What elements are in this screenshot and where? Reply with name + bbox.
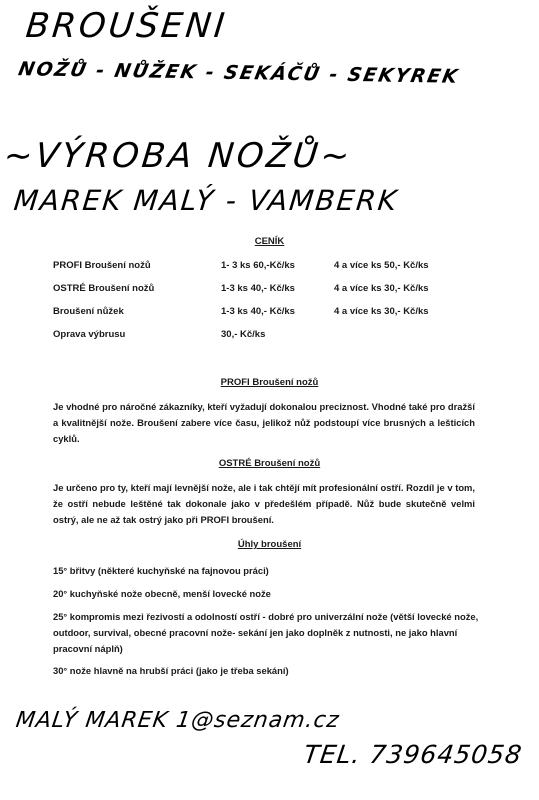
- ostre-description: Je určeno pro ty, kteří mají levnější nože, ale i tak chtějí mít profesionální ostří. Rozdíl je v tom, že ostří nebude leštěné tak dokonale jako v předešlém případě. Nůž bude skutečně velmi ostrý, ale ne až tak ostrý jako při PROFI broušení.: [53, 482, 475, 525]
- owner-name: MAREK MALÝ - VAMBERK: [12, 184, 400, 217]
- service-name: Broušení nůžek: [53, 306, 124, 317]
- price-high: 4 a více ks 50,- Kč/ks: [334, 260, 429, 271]
- price-row: [53, 306, 513, 320]
- service-name: Oprava výbrusu: [53, 329, 126, 340]
- production-heading: ~VÝROBA NOŽŮ~: [1, 136, 355, 176]
- ostre-heading: OSTRÉ Broušení nožů: [218, 458, 321, 469]
- angle-item: 15° břitvy (některé kuchyňské na fajnovou práci): [53, 565, 269, 576]
- price-high: 4 a více ks 30,- Kč/ks: [334, 283, 429, 294]
- page-title: BROUŠENI: [23, 6, 230, 46]
- angle-item: 25° kompromis mezi řezivostí a odolností ostří - dobré pro univerzální nože (větší lovecké nože, outdoor, survival, obecné pracovní nože- sekání jen jako doplněk z nutnosti, ne jako hlavní pracovní náplň): [53, 611, 479, 654]
- angle-item: 20° kuchyňské nože obecně, menší lovecké nože: [53, 588, 271, 599]
- profi-heading: PROFI Broušení nožů: [220, 377, 319, 388]
- profi-description: Je vhodné pro náročné zákazníky, kteří vyžadují dokonalou preciznost. Vhodné také pro dražší a kvalitnější nože. Broušení zabere více času, jelikož nůž podstoupí více brusných a lešticích cyklů.: [53, 401, 475, 444]
- price-row: [53, 260, 513, 274]
- services-subtitle: NOŽŮ - NŮŽEK - SEKÁČŮ - SEKYREK: [16, 58, 462, 88]
- price-high: 4 a více ks 30,- Kč/ks: [334, 306, 429, 317]
- pricelist-heading: CENÍK: [254, 236, 285, 247]
- price-low: 1-3 ks 40,- Kč/ks: [221, 283, 295, 294]
- price-low: 30,- Kč/ks: [221, 329, 266, 340]
- angle-item: 30° nože hlavně na hrubší práci (jako je třeba sekání): [53, 665, 289, 676]
- angles-heading: Úhly broušení: [237, 539, 302, 550]
- contact-email: MALÝ MAREK 1@seznam.cz: [14, 708, 342, 733]
- service-name: PROFI Broušení nožů: [53, 260, 151, 271]
- service-name: OSTRÉ Broušení nožů: [53, 283, 155, 294]
- price-low: 1- 3 ks 60,-Kč/ks: [221, 260, 295, 271]
- price-low: 1-3 ks 40,- Kč/ks: [221, 306, 295, 317]
- price-row: [53, 329, 513, 343]
- price-row: [53, 283, 513, 297]
- contact-phone: TEL. 739645058: [301, 740, 525, 769]
